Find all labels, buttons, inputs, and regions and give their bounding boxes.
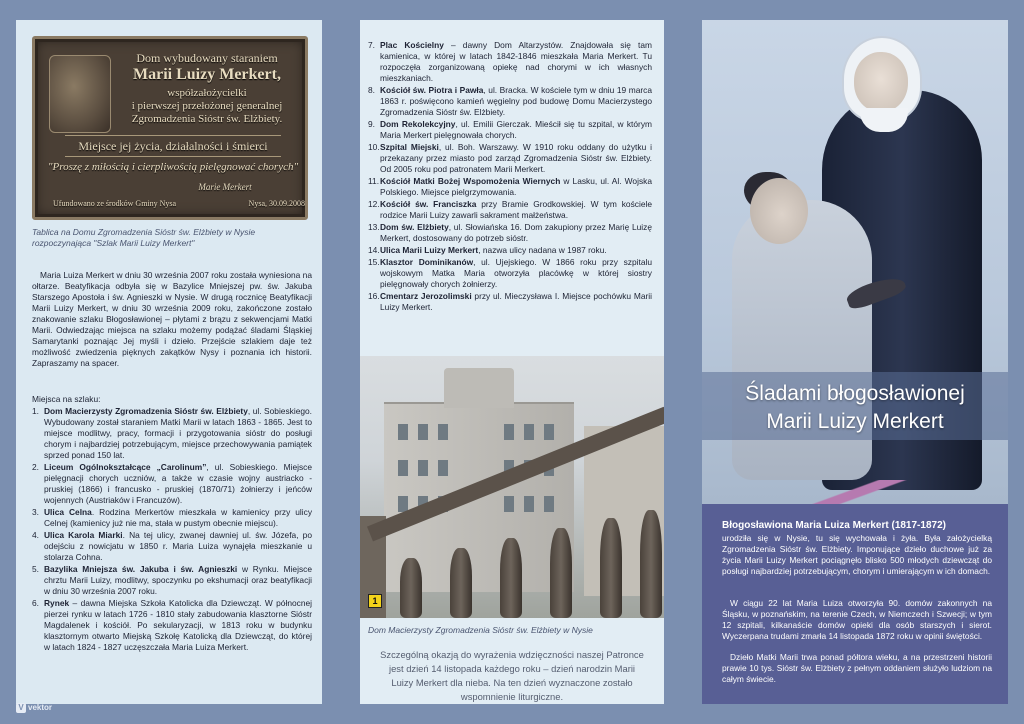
place-name: Dom Rekolekcyjny	[380, 119, 456, 129]
place-name: Kościół św. Franciszka	[380, 199, 477, 209]
list-item	[368, 176, 652, 198]
motherhouse-photo	[360, 356, 664, 618]
item-number: 16.	[368, 291, 380, 301]
closing-paragraph: Szczególną okazją do wyrażenia wdzięczności naszej Patronce jest dzień 14 listopada każdego roku – dzień narodzin Marii Luizy Merkert dla nieba. Na ten dzień wyznaczone zostało wspomnienie liturgiczne.	[380, 649, 644, 702]
plaque-footer-date: Nysa, 30.09.2008	[248, 199, 305, 208]
place-description: , nazwa ulicy nadana w 1987 roku.	[478, 245, 607, 255]
item-number: 2.	[32, 462, 39, 472]
place-description: – dawna Miejska Szkoła Katolicka dla Dziewcząt. W północnej pierzei rynku w latach 1726 - 1810 stały zabudowania klasztorne Sióstr Magdalenek i kościół. Po sekularyzacji, w 1813 roku w budynku klasztornym otwarto Miejską Szkołę Katolicką dla Dziewcząt, do której w latach 1824 - 1827 uczęszczała Maria Luiza Merkert.	[44, 598, 312, 652]
item-number: 12.	[368, 199, 380, 209]
plaque-relief-figures	[49, 55, 111, 133]
place-name: Ulica Marii Luizy Merkert	[380, 245, 479, 255]
list-item	[368, 291, 652, 313]
photo-caption: Dom Macierzysty Zgromadzenia Sióstr św. Elżbiety w Nysie	[368, 625, 593, 635]
place-description: przy Bramie Grodkowskiej. W tym kościele rodzice Marii Luizy zawarli sakrament małżeństwa.	[380, 199, 652, 220]
publisher-name: vektor	[28, 703, 53, 712]
list-item	[32, 598, 312, 653]
places-list-continued	[368, 40, 652, 314]
plaque-footer-funding: Ufundowano ze środków Gminy Nysa	[53, 199, 177, 208]
item-number: 4.	[32, 530, 39, 540]
place-description: , ul. Słowiańska 16. Dom zakupiony przez Marię Luizę Merkert, dostosowany do potrzeb sióstr.	[380, 222, 652, 243]
place-description: w Lasku, ul. Al. Wojska Polskiego. Miejsce pielgrzymowania.	[380, 176, 652, 197]
places-list	[32, 406, 312, 654]
place-description: . Rodzina Merkertów mieszkała w kamienicy przy ulicy Celnej (kamienicy już nie ma, stała w pustym obecnie miejscu).	[44, 507, 312, 528]
list-item	[368, 40, 652, 84]
biography-paragraph: Dzieło Matki Marii trwa ponad półtora wieku, a na przestrzeni historii prawie 10 tys. Sióstr św. Elżbiety z pełnym oddaniem służyło ludziom na całym świecie.	[722, 652, 992, 684]
plaque-line: Miejsce jej życia, działalności i śmierci	[78, 139, 268, 153]
place-name: Rynek	[44, 598, 70, 608]
place-description: przy ul. Mieczysława I. Miejsce pochówku Marii Luizy Merkert.	[380, 291, 652, 312]
place-description: w Rynku. Miejsce chrztu Marii Luizy, modlitwy, spoczynku po ekshumacji oraz beatyfikacji w dniu 30 września 2007 roku.	[44, 564, 312, 596]
item-number: 9.	[368, 119, 375, 129]
publisher-logo	[16, 703, 52, 713]
item-number: 8.	[368, 85, 375, 95]
plaque-quote: "Proszę z miłością i cierpliwością pielęgnować chorych"	[47, 161, 299, 173]
item-number: 6.	[32, 598, 39, 608]
place-name: Liceum Ogólnokształcące „Carolinum”	[44, 462, 207, 472]
photo-number-badge: 1	[368, 594, 382, 608]
plaque-line: Dom wybudowany staraniem	[136, 51, 278, 65]
place-name: Plac Kościelny	[380, 40, 444, 50]
plaque-dedication	[117, 87, 297, 126]
item-number: 14.	[368, 245, 380, 255]
item-number: 15.	[368, 257, 380, 267]
place-description: . Na tej ulicy, zwanej dawniej ul. św. Józefa, po odejściu z nowicjatu w 1850 r. Maria Luiza wynajęła mieszkanie u stolarza Cohna.	[44, 530, 312, 562]
stone-balustrade	[360, 506, 664, 618]
list-item	[368, 245, 652, 256]
list-item	[32, 462, 312, 506]
place-name: Ulica Karola Miarki	[44, 530, 123, 540]
biography-heading: Błogosławiona Maria Luiza Merkert (1817-1872)	[722, 520, 946, 531]
left-panel	[16, 20, 322, 704]
plaque-name: Marii Luizy Merkert,	[133, 66, 281, 83]
nun-face	[854, 52, 908, 112]
decorative-swoosh	[702, 480, 1008, 504]
list-item	[368, 85, 652, 118]
plaque-line: współzałożycielki	[167, 87, 247, 99]
biography-paragraph: W ciągu 22 lat Maria Luiza otworzyła 90. domów zakonnych na Śląsku, w poznańskim, na terenie Czech, w Niemczech i Szwecji; w tym 12 szpitali, kilkanaście domów opieki dla osób starszych i sierot. Wyczerpana trudami zmarła 14 listopada 1872 roku w opinii świętości.	[722, 598, 992, 641]
place-name: Klasztor Dominikanów	[380, 257, 474, 267]
cover-title: Marii Luizy Merkert	[766, 410, 944, 433]
list-item	[368, 142, 652, 175]
item-number: 13.	[368, 222, 380, 232]
girl-face	[750, 178, 808, 244]
bronze-plaque-image	[32, 36, 308, 220]
item-number: 1.	[32, 406, 39, 416]
place-description: , ul. Sobieskiego. Wybudowany został staraniem Matki Marii w latach 1863 - 1865. Jest to miejsce modlitwy, pracy, formacji i przygotowania sióstr do posługi chorym i najbardziej potrzebującym, miejsce przechowywania pamiątek sprzed ponad 150 lat.	[44, 406, 312, 460]
item-number: 11.	[368, 176, 380, 186]
list-item	[368, 222, 652, 244]
right-panel	[702, 20, 1008, 704]
place-description: , ul. Bracka. W kościele tym w dniu 19 marca 1863 r. poświęcono kamień węgielny pod budowę Domu Macierzystego Zgromadzenia Sióstr św. Elżbiety.	[380, 85, 652, 117]
plaque-line: Zgromadzenia Sióstr św. Elżbiety.	[131, 113, 283, 125]
plaque-divider	[65, 156, 281, 157]
place-name: Bazylika Mniejsza św. Jakuba i św. Agnieszki	[44, 564, 238, 574]
place-name: Kościół św. Piotra i Pawła	[380, 85, 484, 95]
place-description: , ul. Ujejskiego. W 1866 roku przy szpitalu wojskowym Matka Maria otworzyła placówkę w której siostry pielęgnowały chorych żołnierzy.	[380, 257, 652, 289]
plaque-line: i pierwszej przełożonej generalnej	[131, 100, 283, 112]
plaque-signature: Marie Merkert	[198, 182, 252, 192]
place-name: Cmentarz Jerozolimski	[380, 291, 472, 301]
middle-panel	[360, 20, 664, 704]
cover-title: Śladami błogosławionej	[745, 382, 965, 405]
list-item	[32, 406, 312, 461]
item-number: 5.	[32, 564, 39, 574]
item-number: 3.	[32, 507, 39, 517]
place-description: , ul. Boh. Warszawy. W 1910 roku oddany do użytku i przekazany przez miasto pod zarząd Zgromadzenia Sióstr św. Elżbiety. Od 2005 roku pod patronatem Marii Merkert.	[380, 142, 652, 174]
places-heading: Miejsca na szlaku:	[32, 394, 101, 404]
list-item	[368, 257, 652, 290]
place-name: Dom św. Elżbiety	[380, 222, 449, 232]
place-description: , ul. Sobieskiego. Miejsce pielęgnacji chorych uczniów, a także w czasie wojny austriacko - pruskiej (1866) i francusko - pruskiej (1870/71) żołnierzy i jeńców wojennych (Austriaków i Francuzów).	[44, 462, 312, 505]
plaque-caption: Tablica na Domu Zgromadzenia Sióstr św. Elżbiety w Nysie rozpoczynająca "Szlak Marii Luizy Merkert"	[32, 227, 256, 248]
place-description: – dawny Dom Altarzystów. Znajdowała się tam kamienica, w której w latach 1842-1846 mieszkała Maria Merkert. Tu rozpoczęła zorganizowaną opiekę nad chorymi w ich własnych mieszkaniach.	[380, 40, 652, 83]
list-item	[368, 199, 652, 221]
list-item	[368, 119, 652, 141]
biography-paragraph: urodziła się w Nysie, tu się wychowała i żyła. Była założycielką Zgromadzenia Sióstr św. Elżbiety. Imponujące dzieło duchowe już za życia Marii Luizy Merkert pociągnęło blisko 500 młodych dziewcząt do posługi najbardziej potrzebującym, chorym i umierającym w ich domach.	[722, 533, 992, 576]
item-number: 10.	[368, 142, 380, 152]
list-item	[32, 507, 312, 529]
place-name: Dom Macierzysty Zgromadzenia Sióstr św. Elżbiety	[44, 406, 248, 416]
place-description: , ul. Emilii Gierczak. Mieścił się tu szpital, w którym Maria Merkert pielęgnowała chorych.	[380, 119, 652, 140]
list-item	[32, 564, 312, 597]
list-item	[32, 530, 312, 563]
item-number: 7.	[368, 40, 375, 50]
plaque-divider	[65, 135, 281, 136]
place-name: Szpital Miejski	[380, 142, 439, 152]
intro-paragraph: Maria Luiza Merkert w dniu 30 września 2007 roku została wyniesiona na ołtarze. Beatyfikacja odbyła się w Bazylice Mniejszej pw. św. Jakuba Starszego Apostoła i św. Agnieszki w Nysie. W drugą rocznicę Beatyfikacji Marii Luizy Merkert, w dniu 30 września 2009 roku, zakończone zostało znakowanie szlaku Błogosławionej – płytami z brązu z sekwencjami Matki Marii. Odwiedzając miejsca na szlaku możemy podążać śladami Śląskiej Samarytanki poznając Jej myśli i dzieło. Przejście szlakiem daje też możliwość zwiedzenia pięknych zakątków Nysy i poznania ich historii. Zapraszamy na spacer.	[32, 270, 312, 368]
vektor-icon: V	[16, 703, 26, 713]
place-name: Kościół Matki Bożej Wspomożenia Wiernych	[380, 176, 561, 186]
place-name: Ulica Celna	[44, 507, 92, 517]
